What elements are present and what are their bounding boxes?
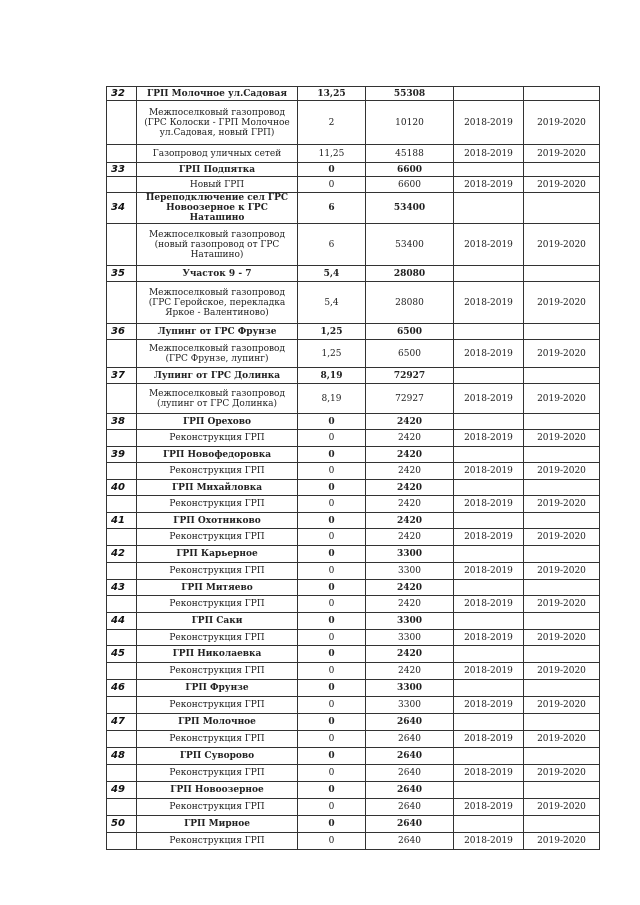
cost-value: 3300 xyxy=(366,680,454,697)
length-value: 0 xyxy=(298,697,366,714)
object-name: Реконструкция ГРП xyxy=(137,596,298,613)
row-number: 46 xyxy=(107,680,137,697)
length-value: 11,25 xyxy=(298,145,366,163)
row-number xyxy=(107,463,137,480)
length-value: 0 xyxy=(298,463,366,480)
object-name: Межпоселковый газопровод (ГРС Колоски - ГРП Молочное ул.Садовая, новый ГРП) xyxy=(137,101,298,145)
object-name: ГРП Орехово xyxy=(137,414,298,430)
object-name: Межпоселковый газопровод (лупинг от ГРС Долинка) xyxy=(137,384,298,414)
object-name: Реконструкция ГРП xyxy=(137,563,298,580)
table-row xyxy=(107,463,600,480)
end-period: 2019-2020 xyxy=(524,731,600,748)
length-value: 0 xyxy=(298,833,366,850)
cost-value: 45188 xyxy=(366,145,454,163)
length-value: 1,25 xyxy=(298,340,366,368)
object-name: Реконструкция ГРП xyxy=(137,765,298,782)
length-value: 0 xyxy=(298,529,366,546)
cost-value: 2420 xyxy=(366,447,454,463)
start-period: 2018-2019 xyxy=(454,282,524,324)
table-row xyxy=(107,430,600,447)
table-row xyxy=(107,748,600,765)
start-period xyxy=(454,163,524,177)
table-row xyxy=(107,266,600,282)
cost-value: 2420 xyxy=(366,580,454,596)
length-value: 0 xyxy=(298,714,366,731)
start-period xyxy=(454,680,524,697)
row-number xyxy=(107,177,137,193)
length-value: 6 xyxy=(298,193,366,224)
cost-value: 6500 xyxy=(366,324,454,340)
cost-value: 3300 xyxy=(366,613,454,630)
end-period: 2019-2020 xyxy=(524,145,600,163)
object-name: Газопровод уличных сетей xyxy=(137,145,298,163)
start-period: 2018-2019 xyxy=(454,630,524,646)
row-number xyxy=(107,596,137,613)
cost-value: 2420 xyxy=(366,496,454,513)
start-period: 2018-2019 xyxy=(454,177,524,193)
object-name: ГРП Карьерное xyxy=(137,546,298,563)
end-period: 2019-2020 xyxy=(524,224,600,266)
length-value: 6 xyxy=(298,224,366,266)
table-row xyxy=(107,145,600,163)
cost-value: 2420 xyxy=(366,663,454,680)
start-period: 2018-2019 xyxy=(454,731,524,748)
cost-value: 55308 xyxy=(366,87,454,101)
start-period: 2018-2019 xyxy=(454,496,524,513)
document-page xyxy=(106,86,599,850)
cost-value: 2640 xyxy=(366,782,454,799)
cost-value: 2420 xyxy=(366,463,454,480)
length-value: 0 xyxy=(298,663,366,680)
end-period: 2019-2020 xyxy=(524,340,600,368)
row-number xyxy=(107,340,137,368)
end-period xyxy=(524,324,600,340)
object-name: Реконструкция ГРП xyxy=(137,697,298,714)
start-period: 2018-2019 xyxy=(454,224,524,266)
object-name: Лупинг от ГРС Фрунзе xyxy=(137,324,298,340)
end-period xyxy=(524,714,600,731)
cost-value: 2420 xyxy=(366,596,454,613)
row-number: 50 xyxy=(107,816,137,833)
start-period xyxy=(454,816,524,833)
object-name: ГРП Новофедоровка xyxy=(137,447,298,463)
start-period xyxy=(454,87,524,101)
end-period: 2019-2020 xyxy=(524,496,600,513)
row-number: 42 xyxy=(107,546,137,563)
cost-value: 3300 xyxy=(366,630,454,646)
object-name: Участок 9 - 7 xyxy=(137,266,298,282)
row-number xyxy=(107,731,137,748)
start-period xyxy=(454,480,524,496)
object-name: ГРП Суворово xyxy=(137,748,298,765)
end-period xyxy=(524,646,600,663)
length-value: 0 xyxy=(298,799,366,816)
table-row xyxy=(107,447,600,463)
end-period: 2019-2020 xyxy=(524,630,600,646)
cost-value: 2640 xyxy=(366,731,454,748)
end-period xyxy=(524,782,600,799)
start-period: 2018-2019 xyxy=(454,563,524,580)
row-number: 36 xyxy=(107,324,137,340)
length-value: 0 xyxy=(298,765,366,782)
length-value: 0 xyxy=(298,163,366,177)
length-value: 0 xyxy=(298,513,366,529)
start-period xyxy=(454,447,524,463)
row-number: 34 xyxy=(107,193,137,224)
end-period: 2019-2020 xyxy=(524,282,600,324)
row-number xyxy=(107,697,137,714)
table-row xyxy=(107,630,600,646)
table-row xyxy=(107,496,600,513)
start-period: 2018-2019 xyxy=(454,765,524,782)
row-number xyxy=(107,101,137,145)
row-number xyxy=(107,224,137,266)
object-name: ГРП Подпятка xyxy=(137,163,298,177)
object-name: Реконструкция ГРП xyxy=(137,663,298,680)
cost-value: 2420 xyxy=(366,513,454,529)
object-name: Реконструкция ГРП xyxy=(137,799,298,816)
row-number xyxy=(107,496,137,513)
end-period: 2019-2020 xyxy=(524,177,600,193)
row-number xyxy=(107,529,137,546)
table-row xyxy=(107,529,600,546)
row-number: 33 xyxy=(107,163,137,177)
table-row xyxy=(107,714,600,731)
object-name: Реконструкция ГРП xyxy=(137,463,298,480)
end-period xyxy=(524,513,600,529)
object-name: Реконструкция ГРП xyxy=(137,833,298,850)
row-number xyxy=(107,145,137,163)
length-value: 1,25 xyxy=(298,324,366,340)
table-row xyxy=(107,833,600,850)
length-value: 0 xyxy=(298,480,366,496)
end-period xyxy=(524,580,600,596)
row-number xyxy=(107,563,137,580)
object-name: ГРП Фрунзе xyxy=(137,680,298,697)
row-number xyxy=(107,430,137,447)
length-value: 0 xyxy=(298,414,366,430)
start-period xyxy=(454,782,524,799)
end-period: 2019-2020 xyxy=(524,799,600,816)
row-number xyxy=(107,765,137,782)
start-period xyxy=(454,613,524,630)
row-number xyxy=(107,799,137,816)
cost-value: 2420 xyxy=(366,480,454,496)
length-value: 0 xyxy=(298,580,366,596)
cost-value: 2640 xyxy=(366,714,454,731)
table-row xyxy=(107,163,600,177)
end-period xyxy=(524,447,600,463)
object-name: ГРП Молочное xyxy=(137,714,298,731)
row-number: 48 xyxy=(107,748,137,765)
row-number xyxy=(107,833,137,850)
length-value: 0 xyxy=(298,680,366,697)
end-period xyxy=(524,748,600,765)
object-name: Переподключение сел ГРС Новоозерное к ГРС Наташино xyxy=(137,193,298,224)
length-value: 5,4 xyxy=(298,282,366,324)
end-period: 2019-2020 xyxy=(524,430,600,447)
table-row xyxy=(107,101,600,145)
table-row xyxy=(107,731,600,748)
cost-value: 3300 xyxy=(366,546,454,563)
start-period: 2018-2019 xyxy=(454,430,524,447)
object-name: Лупинг от ГРС Долинка xyxy=(137,368,298,384)
start-period: 2018-2019 xyxy=(454,101,524,145)
start-period: 2018-2019 xyxy=(454,463,524,480)
table-body xyxy=(107,87,600,850)
row-number: 40 xyxy=(107,480,137,496)
length-value: 0 xyxy=(298,630,366,646)
start-period xyxy=(454,714,524,731)
end-period: 2019-2020 xyxy=(524,529,600,546)
table-row xyxy=(107,697,600,714)
end-period xyxy=(524,266,600,282)
cost-value: 28080 xyxy=(366,282,454,324)
table-row xyxy=(107,324,600,340)
end-period: 2019-2020 xyxy=(524,596,600,613)
length-value: 0 xyxy=(298,430,366,447)
cost-value: 2420 xyxy=(366,430,454,447)
table-row xyxy=(107,663,600,680)
cost-value: 2420 xyxy=(366,529,454,546)
row-number: 32 xyxy=(107,87,137,101)
cost-value: 3300 xyxy=(366,697,454,714)
cost-value: 72927 xyxy=(366,368,454,384)
length-value: 0 xyxy=(298,613,366,630)
object-name: Межпоселковый газопровод (новый газопровод от ГРС Наташино) xyxy=(137,224,298,266)
cost-value: 2640 xyxy=(366,799,454,816)
start-period xyxy=(454,513,524,529)
end-period: 2019-2020 xyxy=(524,833,600,850)
table-row xyxy=(107,563,600,580)
table-row xyxy=(107,765,600,782)
row-number: 45 xyxy=(107,646,137,663)
start-period: 2018-2019 xyxy=(454,833,524,850)
object-name: Реконструкция ГРП xyxy=(137,630,298,646)
cost-value: 10120 xyxy=(366,101,454,145)
table-row xyxy=(107,580,600,596)
start-period: 2018-2019 xyxy=(454,697,524,714)
length-value: 8,19 xyxy=(298,368,366,384)
object-name: Реконструкция ГРП xyxy=(137,529,298,546)
object-name: Реконструкция ГРП xyxy=(137,496,298,513)
start-period xyxy=(454,580,524,596)
object-name: ГРП Молочное ул.Садовая xyxy=(137,87,298,101)
table-row xyxy=(107,782,600,799)
cost-value: 2420 xyxy=(366,414,454,430)
row-number: 47 xyxy=(107,714,137,731)
table-row xyxy=(107,799,600,816)
start-period xyxy=(454,414,524,430)
end-period xyxy=(524,680,600,697)
row-number: 44 xyxy=(107,613,137,630)
table-row xyxy=(107,282,600,324)
start-period: 2018-2019 xyxy=(454,529,524,546)
row-number xyxy=(107,282,137,324)
row-number: 35 xyxy=(107,266,137,282)
cost-value: 53400 xyxy=(366,224,454,266)
end-period xyxy=(524,414,600,430)
length-value: 0 xyxy=(298,646,366,663)
table-row xyxy=(107,613,600,630)
table-row xyxy=(107,480,600,496)
table-row xyxy=(107,646,600,663)
length-value: 5,4 xyxy=(298,266,366,282)
row-number: 49 xyxy=(107,782,137,799)
length-value: 0 xyxy=(298,177,366,193)
start-period: 2018-2019 xyxy=(454,145,524,163)
table-row xyxy=(107,87,600,101)
length-value: 0 xyxy=(298,731,366,748)
end-period: 2019-2020 xyxy=(524,765,600,782)
end-period: 2019-2020 xyxy=(524,463,600,480)
length-value: 0 xyxy=(298,782,366,799)
end-period xyxy=(524,613,600,630)
end-period: 2019-2020 xyxy=(524,697,600,714)
object-name: Реконструкция ГРП xyxy=(137,430,298,447)
cost-value: 28080 xyxy=(366,266,454,282)
table-row xyxy=(107,177,600,193)
row-number xyxy=(107,384,137,414)
table-row xyxy=(107,384,600,414)
cost-value: 6600 xyxy=(366,163,454,177)
row-number xyxy=(107,663,137,680)
start-period: 2018-2019 xyxy=(454,384,524,414)
end-period xyxy=(524,368,600,384)
table-row xyxy=(107,224,600,266)
row-number: 37 xyxy=(107,368,137,384)
end-period: 2019-2020 xyxy=(524,101,600,145)
cost-value: 72927 xyxy=(366,384,454,414)
table-row xyxy=(107,816,600,833)
end-period xyxy=(524,193,600,224)
object-name: ГРП Охотниково xyxy=(137,513,298,529)
object-name: ГРП Новоозерное xyxy=(137,782,298,799)
cost-value: 2640 xyxy=(366,816,454,833)
table-row xyxy=(107,513,600,529)
table-row xyxy=(107,596,600,613)
object-name: ГРП Митяево xyxy=(137,580,298,596)
end-period: 2019-2020 xyxy=(524,563,600,580)
cost-value: 2640 xyxy=(366,765,454,782)
end-period: 2019-2020 xyxy=(524,384,600,414)
length-value: 0 xyxy=(298,447,366,463)
length-value: 0 xyxy=(298,816,366,833)
end-period xyxy=(524,816,600,833)
row-number: 39 xyxy=(107,447,137,463)
table-row xyxy=(107,414,600,430)
object-name: ГРП Саки xyxy=(137,613,298,630)
row-number: 43 xyxy=(107,580,137,596)
start-period: 2018-2019 xyxy=(454,663,524,680)
table-row xyxy=(107,368,600,384)
row-number xyxy=(107,630,137,646)
cost-value: 2640 xyxy=(366,833,454,850)
cost-value: 6600 xyxy=(366,177,454,193)
length-value: 0 xyxy=(298,748,366,765)
start-period: 2018-2019 xyxy=(454,799,524,816)
cost-value: 6500 xyxy=(366,340,454,368)
table-row xyxy=(107,340,600,368)
length-value: 0 xyxy=(298,596,366,613)
length-value: 2 xyxy=(298,101,366,145)
object-name: ГРП Мирное xyxy=(137,816,298,833)
start-period xyxy=(454,324,524,340)
start-period xyxy=(454,546,524,563)
length-value: 8,19 xyxy=(298,384,366,414)
table-row xyxy=(107,680,600,697)
table-row xyxy=(107,193,600,224)
end-period xyxy=(524,546,600,563)
length-value: 0 xyxy=(298,496,366,513)
start-period xyxy=(454,748,524,765)
table-row xyxy=(107,546,600,563)
cost-value: 2640 xyxy=(366,748,454,765)
start-period xyxy=(454,266,524,282)
row-number: 41 xyxy=(107,513,137,529)
length-value: 0 xyxy=(298,546,366,563)
end-period xyxy=(524,87,600,101)
length-value: 0 xyxy=(298,563,366,580)
start-period xyxy=(454,193,524,224)
start-period xyxy=(454,368,524,384)
data-table xyxy=(106,86,600,850)
object-name: Межпоселковый газопровод (ГРС Геройское, перекладка Яркое - Валентиново) xyxy=(137,282,298,324)
object-name: Новый ГРП xyxy=(137,177,298,193)
object-name: Межпоселковый газопровод (ГРС Фрунзе, лупинг) xyxy=(137,340,298,368)
start-period xyxy=(454,646,524,663)
end-period: 2019-2020 xyxy=(524,663,600,680)
start-period: 2018-2019 xyxy=(454,340,524,368)
end-period xyxy=(524,480,600,496)
end-period xyxy=(524,163,600,177)
length-value: 13,25 xyxy=(298,87,366,101)
object-name: ГРП Михайловка xyxy=(137,480,298,496)
object-name: ГРП Николаевка xyxy=(137,646,298,663)
cost-value: 3300 xyxy=(366,563,454,580)
object-name: Реконструкция ГРП xyxy=(137,731,298,748)
row-number: 38 xyxy=(107,414,137,430)
start-period: 2018-2019 xyxy=(454,596,524,613)
cost-value: 2420 xyxy=(366,646,454,663)
cost-value: 53400 xyxy=(366,193,454,224)
